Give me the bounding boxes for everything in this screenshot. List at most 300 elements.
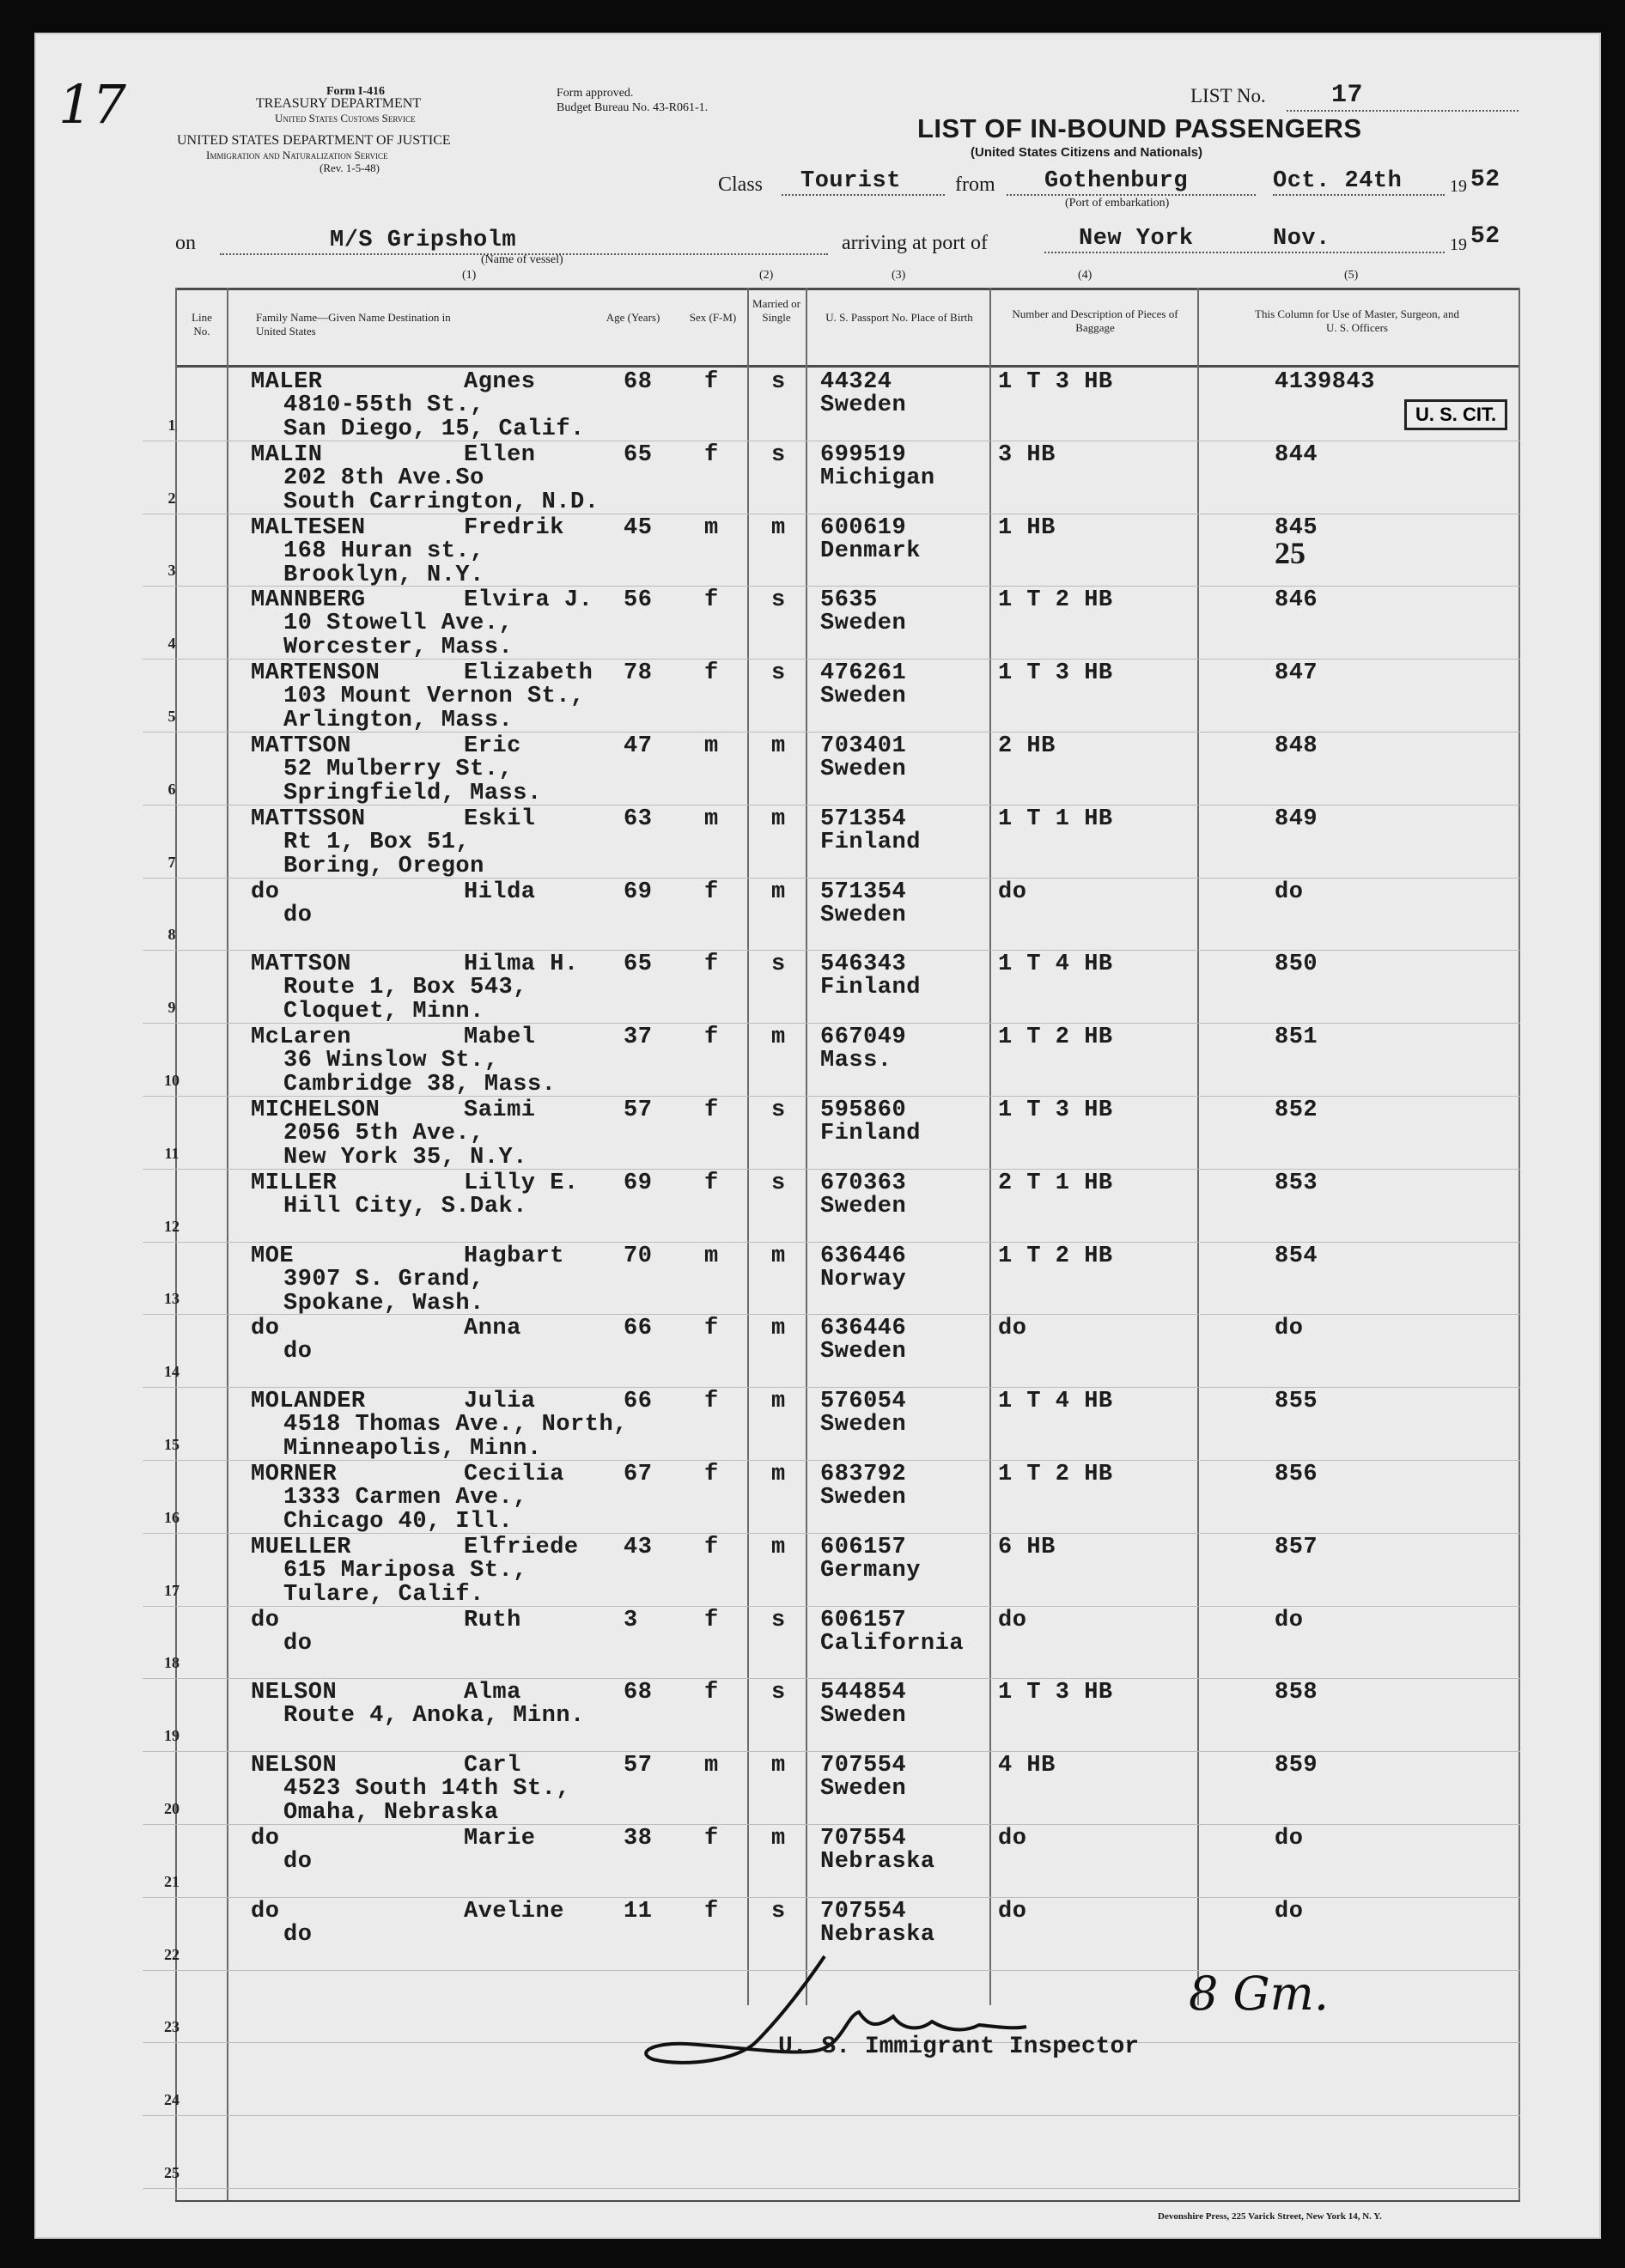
baggage: 1 T 1 HB (998, 806, 1113, 832)
row-divider (143, 2188, 1520, 2189)
marital-status: s (771, 1898, 786, 1924)
address-line-2: Spokane, Wash. (283, 1290, 484, 1316)
age: 68 (624, 1680, 653, 1706)
officer-number: do (1275, 879, 1304, 905)
family-name: MATTSON (251, 733, 351, 759)
on-label: on (175, 232, 196, 254)
line-number: 12 (164, 1217, 180, 1235)
sex: f (704, 1462, 719, 1487)
baggage: do (998, 1316, 1027, 1342)
address-line-1: 4523 South 14th St., (283, 1776, 571, 1803)
class-value: Tourist (782, 168, 945, 196)
list-number-value: 17 (1287, 81, 1518, 112)
given-name: Hilma H. (464, 952, 579, 978)
given-name: Saimi (464, 1098, 536, 1123)
family-name: MALTESEN (251, 514, 366, 541)
arrival-port: New York (1044, 226, 1445, 253)
given-name: Anna (464, 1316, 521, 1342)
place-of-birth: Sweden (820, 392, 907, 418)
sex: f (704, 879, 719, 905)
column-number: (5) (1344, 269, 1359, 282)
officer-number: do (1275, 1316, 1304, 1342)
passport-number: 546343 (820, 952, 907, 978)
place-of-birth: Sweden (820, 1485, 907, 1511)
port-embarkation-caption: (Port of embarkation) (1065, 197, 1170, 210)
address-line-1: 52 Mulberry St., (283, 757, 514, 782)
family-name: McLaren (251, 1025, 351, 1051)
age: 65 (624, 952, 653, 978)
justice-dept: UNITED STATES DEPARTMENT OF JUSTICE (177, 133, 451, 148)
officer-number: 851 (1275, 1025, 1318, 1051)
baggage: 1 T 3 HB (998, 1680, 1113, 1706)
family-name: do (251, 1607, 280, 1633)
address-line-1: 2056 5th Ave., (283, 1121, 484, 1146)
place-of-birth: Nebraska (820, 1921, 935, 1948)
officer-number: 855 (1275, 1389, 1318, 1415)
header-line-no: Line No. (192, 311, 212, 337)
officer-number: 852 (1275, 1098, 1318, 1123)
officer-number: 849 (1275, 806, 1318, 832)
address-line-1: 3907 S. Grand, (283, 1266, 484, 1292)
officer-number: 856 (1275, 1462, 1318, 1487)
marital-status: m (771, 806, 786, 832)
age: 57 (624, 1753, 653, 1779)
sex: m (704, 806, 719, 832)
age: 43 (624, 1534, 653, 1560)
header-baggage: Number and Description of Pieces of Baggage (1012, 307, 1178, 334)
officer-number: 845 (1275, 514, 1318, 541)
address-line-1: 103 Mount Vernon St., (283, 684, 585, 710)
marital-status: s (771, 1607, 786, 1633)
officer-number: 844 (1275, 441, 1318, 468)
sex: f (704, 1607, 719, 1633)
passport-number: 703401 (820, 733, 907, 759)
given-name: Agnes (464, 369, 536, 395)
age: 66 (624, 1389, 653, 1415)
family-name: MALER (251, 369, 323, 395)
address-line-2: Cloquet, Minn. (283, 999, 484, 1025)
column-number: (4) (1078, 269, 1092, 282)
family-name: do (251, 1898, 280, 1924)
column-divider (1197, 288, 1199, 2005)
family-name: MILLER (251, 1170, 338, 1196)
place-of-birth: Norway (820, 1266, 907, 1292)
address-line-2: Minneapolis, Minn. (283, 1436, 542, 1462)
family-name: NELSON (251, 1753, 338, 1779)
baggage: 1 T 2 HB (998, 587, 1113, 614)
family-name: MORNER (251, 1462, 338, 1487)
address-line-1: 615 Mariposa St., (283, 1557, 527, 1584)
given-name: Alma (464, 1680, 521, 1706)
line-number: 25 (164, 2164, 180, 2181)
age: 63 (624, 806, 653, 832)
given-name: Elizabeth (464, 660, 593, 687)
line-number: 15 (164, 1436, 180, 1453)
address-line-1: do (283, 1921, 313, 1948)
age: 69 (624, 879, 653, 905)
given-name: Marie (464, 1826, 536, 1851)
class-label: Class (718, 173, 764, 196)
column-number: (2) (759, 269, 774, 282)
place-of-birth: Sweden (820, 1412, 907, 1438)
given-name: Fredrik (464, 514, 564, 541)
row-divider (143, 1242, 1520, 1243)
line-number: 10 (164, 1072, 180, 1089)
sex: f (704, 1025, 719, 1051)
place-of-birth: Sweden (820, 902, 907, 928)
sex: f (704, 660, 719, 687)
marital-status: s (771, 1680, 786, 1706)
baggage: 1 T 4 HB (998, 1389, 1113, 1415)
family-name: MATTSSON (251, 806, 366, 832)
address-line-2: Cambridge 38, Mass. (283, 1072, 557, 1098)
row-divider (143, 1897, 1520, 1898)
officer-number: 846 (1275, 587, 1318, 614)
baggage: do (998, 1826, 1027, 1851)
passport-number: 699519 (820, 441, 907, 468)
passport-number: 606157 (820, 1534, 907, 1560)
form-number: Form I-416 (326, 85, 386, 98)
age: 37 (624, 1025, 653, 1051)
column-number: (3) (892, 269, 906, 282)
given-name: Eskil (464, 806, 536, 832)
line-number: 7 (167, 853, 176, 871)
officer-number: 858 (1275, 1680, 1318, 1706)
family-name: MALIN (251, 441, 323, 468)
inspector-label: U. S. Immigrant Inspector (778, 2034, 1140, 2060)
line-number: 13 (164, 1290, 180, 1308)
officer-number: do (1275, 1826, 1304, 1851)
place-of-birth: Finland (820, 829, 921, 855)
baggage: 2 HB (998, 733, 1056, 759)
passport-number: 683792 (820, 1462, 907, 1487)
count-note: 25 (1275, 536, 1305, 570)
address-line-1: do (283, 1339, 313, 1365)
header-sex: Sex (F-M) (689, 311, 737, 324)
sex: m (704, 514, 719, 541)
place-of-birth: Sweden (820, 611, 907, 637)
marital-status: s (771, 369, 786, 395)
printer-imprint: Devonshire Press, 225 Varick Street, New York 14, N. Y. (1158, 2211, 1382, 2222)
place-of-birth: Sweden (820, 1776, 907, 1803)
passport-number: 667049 (820, 1025, 907, 1051)
passport-number: 670363 (820, 1170, 907, 1196)
departure-year: 52 (1470, 167, 1500, 193)
baggage: 1 T 4 HB (998, 952, 1113, 978)
family-name: MOE (251, 1243, 295, 1269)
baggage: 1 T 3 HB (998, 369, 1113, 395)
address-line-2: Boring, Oregon (283, 853, 484, 879)
sex: f (704, 1898, 719, 1924)
budget-bureau: Budget Bureau No. 43-R061-1. (557, 101, 709, 114)
address-line-1: 1333 Carmen Ave., (283, 1485, 527, 1511)
line-number: 19 (164, 1727, 180, 1745)
place-of-birth: California (820, 1630, 965, 1657)
address-line-2: Tulare, Calif. (283, 1581, 484, 1608)
marital-status: s (771, 660, 786, 687)
family-name: MICHELSON (251, 1098, 380, 1123)
address-line-1: 202 8th Ave.So (283, 465, 484, 491)
officer-number: 859 (1275, 1753, 1318, 1779)
address-line-1: 168 Huran st., (283, 538, 484, 564)
row-divider (143, 1678, 1520, 1679)
sex: m (704, 733, 719, 759)
baggage: 1 T 3 HB (998, 660, 1113, 687)
place-of-birth: Sweden (820, 684, 907, 710)
marital-status: m (771, 879, 786, 905)
family-name: do (251, 879, 280, 905)
given-name: Cecilia (464, 1462, 564, 1487)
marital-status: m (771, 514, 786, 541)
form-revision: (Rev. 1-5-48) (320, 161, 380, 174)
family-name: MARTENSON (251, 660, 380, 687)
line-number: 21 (164, 1872, 180, 1890)
given-name: Eric (464, 733, 521, 759)
officer-number: do (1275, 1607, 1304, 1633)
line-number: 1 (167, 416, 176, 434)
passport-number: 636446 (820, 1243, 907, 1269)
baggage: do (998, 879, 1027, 905)
address-line-1: 4518 Thomas Ave., North, (283, 1412, 628, 1438)
age: 38 (624, 1826, 653, 1851)
column-number: (1) (462, 269, 477, 282)
address-line-2: Arlington, Mass. (283, 708, 514, 734)
list-number-label: LIST No. (1190, 85, 1266, 106)
margin-note: 17 (58, 73, 126, 136)
marital-status: m (771, 1462, 786, 1487)
family-name: do (251, 1826, 280, 1851)
marital-status: m (771, 1389, 786, 1415)
address-line-2: Worcester, Mass. (283, 635, 514, 661)
family-name: MOLANDER (251, 1389, 366, 1415)
marital-status: s (771, 441, 786, 468)
sex: f (704, 1534, 719, 1560)
place-of-birth: Michigan (820, 465, 935, 491)
place-of-birth: Nebraska (820, 1849, 935, 1875)
inspector-initials: 8 Gm. (1189, 1967, 1330, 2021)
passport-number: 576054 (820, 1389, 907, 1415)
marital-status: m (771, 1753, 786, 1779)
form-approved: Form approved. (557, 87, 634, 100)
header-age: Age (Years) (606, 311, 660, 324)
sex: f (704, 1316, 719, 1342)
page-title: LIST OF IN-BOUND PASSENGERS (917, 113, 1362, 143)
line-number: 9 (167, 999, 176, 1017)
address-line-1: 36 Winslow St., (283, 1048, 499, 1074)
header-name: Family Name—Given Name Destination in United States (256, 311, 451, 337)
age: 78 (624, 660, 653, 687)
line-number: 16 (164, 1508, 180, 1526)
sex: m (704, 1753, 719, 1779)
place-of-birth: Sweden (820, 1193, 907, 1219)
address-line-1: do (283, 1849, 313, 1875)
table-bottom-rule (175, 2200, 1520, 2202)
us-citizen-stamp: U. S. CIT. (1404, 399, 1507, 430)
address-line-2: Omaha, Nebraska (283, 1800, 499, 1827)
passport-number: 636446 (820, 1316, 907, 1342)
passport-number: 44324 (820, 369, 892, 395)
address-line-1: 10 Stowell Ave., (283, 611, 514, 637)
address-line-2: San Diego, 15, Calif. (283, 417, 585, 442)
baggage: 1 T 2 HB (998, 1462, 1113, 1487)
baggage: 1 T 2 HB (998, 1243, 1113, 1269)
baggage: 2 T 1 HB (998, 1170, 1113, 1196)
header-bottom-rule (175, 365, 1520, 368)
row-divider (143, 2115, 1520, 2116)
baggage: do (998, 1607, 1027, 1633)
treasury-dept: TREASURY DEPARTMENT (256, 96, 422, 111)
marital-status: s (771, 952, 786, 978)
line-number: 23 (164, 2018, 180, 2036)
marital-status: m (771, 1826, 786, 1851)
age: 65 (624, 441, 653, 468)
officer-number: 847 (1275, 660, 1318, 687)
family-name: NELSON (251, 1680, 338, 1706)
address-line-1: 4810-55th St., (283, 392, 484, 418)
port-of-embarkation: Gothenburg (1007, 168, 1256, 196)
baggage: do (998, 1898, 1027, 1924)
given-name: Mabel (464, 1025, 536, 1051)
sex: f (704, 1826, 719, 1851)
marital-status: s (771, 1098, 786, 1123)
sex: f (704, 441, 719, 468)
line-number: 22 (164, 1945, 180, 1963)
column-divider (806, 288, 807, 2005)
place-of-birth: Finland (820, 975, 921, 1001)
age: 47 (624, 733, 653, 759)
sex: f (704, 1680, 719, 1706)
customs-service: United States Customs Service (275, 112, 416, 125)
address-line-1: Route 1, Box 543, (283, 975, 527, 1001)
baggage: 1 T 3 HB (998, 1098, 1113, 1123)
row-divider (143, 1751, 1520, 1752)
place-of-birth: Sweden (820, 1703, 907, 1730)
line-number: 4 (167, 635, 176, 653)
line-number: 6 (167, 780, 176, 798)
sex: f (704, 1389, 719, 1415)
passport-number: 606157 (820, 1607, 907, 1633)
passport-number: 707554 (820, 1898, 907, 1924)
marital-status: m (771, 1316, 786, 1342)
line-number: 5 (167, 708, 176, 725)
sex: f (704, 1170, 719, 1196)
column-divider (1518, 288, 1520, 2201)
place-of-birth: Sweden (820, 757, 907, 782)
age: 68 (624, 369, 653, 395)
ins-service: Immigration and Naturalization Service (206, 149, 388, 161)
sex: f (704, 952, 719, 978)
passport-number: 5635 (820, 587, 878, 614)
column-divider (989, 288, 991, 2005)
baggage: 6 HB (998, 1534, 1056, 1560)
column-divider (747, 288, 749, 2005)
address-line-2: New York 35, N.Y. (283, 1145, 527, 1170)
address-line-1: Rt 1, Box 51, (283, 829, 471, 855)
given-name: Julia (464, 1389, 536, 1415)
departure-year-prefix: 19 (1450, 177, 1467, 196)
officer-number: 857 (1275, 1534, 1318, 1560)
line-number: 8 (167, 926, 176, 944)
address-line-1: do (283, 1630, 313, 1657)
family-name: MATTSON (251, 952, 351, 978)
marital-status: m (771, 1534, 786, 1560)
family-name: MUELLER (251, 1534, 351, 1560)
vessel-caption: (Name of vessel) (481, 253, 563, 266)
arrival-month: Nov. (1273, 226, 1330, 252)
line-number: 20 (164, 1800, 180, 1817)
line-number: 3 (167, 562, 176, 580)
row-divider (143, 950, 1520, 951)
age: 66 (624, 1316, 653, 1342)
baggage: 4 HB (998, 1753, 1056, 1779)
page-subtitle: (United States Citizens and Nationals) (971, 145, 1203, 160)
marital-status: s (771, 587, 786, 614)
line-number: 14 (164, 1363, 180, 1381)
family-name: MANNBERG (251, 587, 366, 614)
arriving-label: arriving at port of (842, 232, 988, 254)
marital-status: m (771, 1025, 786, 1051)
place-of-birth: Germany (820, 1557, 921, 1584)
sex: f (704, 369, 719, 395)
given-name: Ellen (464, 441, 536, 468)
arrival-year-prefix: 19 (1450, 235, 1467, 254)
header-officer: This Column for Use of Master, Surgeon, and U. S. Officers (1255, 307, 1459, 334)
passport-number: 595860 (820, 1098, 907, 1123)
given-name: Lilly E. (464, 1170, 579, 1196)
officer-number: 4139843 (1275, 369, 1375, 395)
age: 67 (624, 1462, 653, 1487)
given-name: Hilda (464, 879, 536, 905)
header-married: Married or Single (752, 297, 800, 324)
line-number: 11 (164, 1144, 180, 1162)
line-number: 18 (164, 1654, 180, 1672)
place-of-birth: Mass. (820, 1048, 892, 1074)
age: 56 (624, 587, 653, 614)
passport-number: 707554 (820, 1753, 907, 1779)
officer-number: 854 (1275, 1243, 1318, 1269)
passport-number: 571354 (820, 879, 907, 905)
marital-status: s (771, 1170, 786, 1196)
line-number: 24 (164, 2091, 180, 2109)
age: 70 (624, 1243, 653, 1269)
place-of-birth: Sweden (820, 1339, 907, 1365)
passport-number: 571354 (820, 806, 907, 832)
line-number: 2 (167, 489, 176, 507)
given-name: Elfriede (464, 1534, 579, 1560)
address-line-1: Hill City, S.Dak. (283, 1193, 527, 1219)
age: 3 (624, 1607, 638, 1633)
address-line-2: Chicago 40, Ill. (283, 1509, 514, 1535)
departure-date: Oct. 24th (1273, 168, 1445, 196)
place-of-birth: Finland (820, 1121, 921, 1146)
address-line-1: do (283, 902, 313, 928)
vessel-name: M/S Gripsholm (220, 228, 828, 255)
address-line-2: South Carrington, N.D. (283, 489, 599, 515)
column-divider (227, 288, 228, 2201)
address-line-1: Route 4, Anoka, Minn. (283, 1703, 585, 1730)
family-name: do (251, 1316, 280, 1342)
marital-status: m (771, 733, 786, 759)
passport-number: 600619 (820, 514, 907, 541)
officer-number: 853 (1275, 1170, 1318, 1196)
baggage: 1 T 2 HB (998, 1025, 1113, 1051)
given-name: Elvira J. (464, 587, 593, 614)
marital-status: m (771, 1243, 786, 1269)
from-label: from (955, 173, 995, 196)
age: 11 (624, 1898, 653, 1924)
row-divider (143, 1387, 1520, 1388)
arrival-year: 52 (1470, 223, 1500, 250)
